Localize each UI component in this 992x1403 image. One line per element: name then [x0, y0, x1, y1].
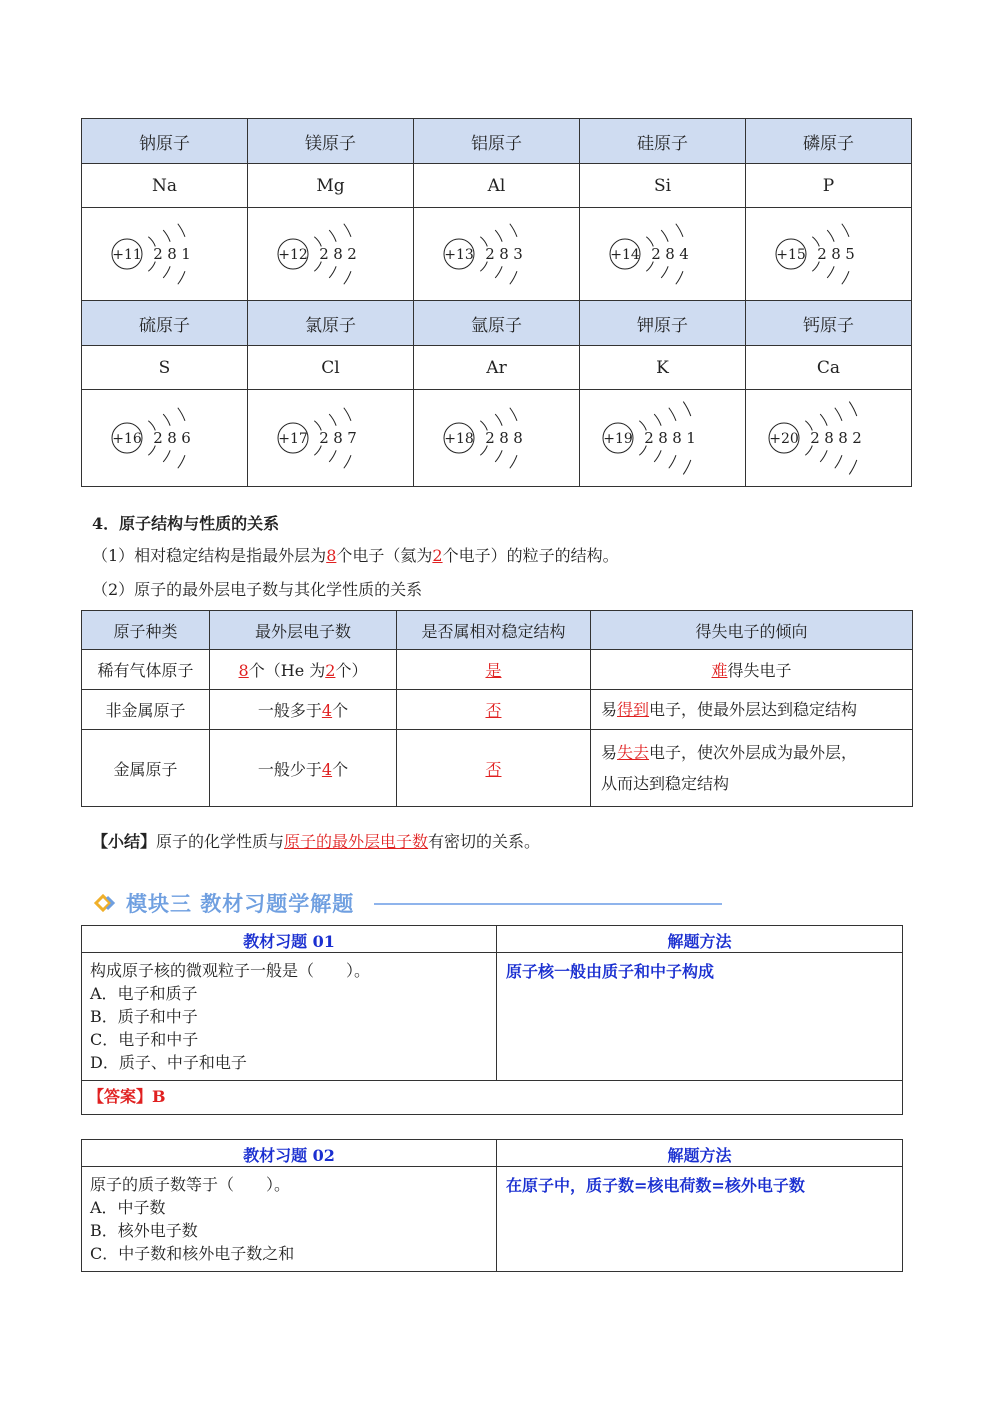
atom-structure-diagram	[256, 395, 406, 481]
shell-electron-count: 8	[671, 429, 682, 447]
exercise-body-row	[82, 1167, 903, 1272]
text-segment: 易	[601, 700, 618, 719]
electron-shell-arc	[329, 230, 336, 242]
option: C．中子数和核外电子数之和	[90, 1244, 295, 1263]
nuclear-charge-label: +20	[768, 431, 799, 447]
atom-diagram-cell	[248, 208, 414, 301]
electron-shell-arc	[661, 266, 668, 278]
shell-electron-count: 8	[166, 429, 177, 447]
atom-type-cell: 稀有气体原子	[82, 650, 210, 690]
tendency-cell	[591, 730, 913, 807]
atom-symbol-cell: Ar	[414, 346, 580, 390]
answer-cell	[82, 1081, 903, 1115]
column-header: 最外层电子数	[210, 611, 397, 650]
answer-blank: 2	[325, 661, 336, 680]
shell-electron-count: 8	[823, 429, 834, 447]
text-segment: 得失电子	[727, 661, 792, 680]
atom-structure-diagram	[754, 395, 904, 481]
atom-structure-diagram	[90, 214, 240, 294]
electron-shell-arc	[343, 455, 350, 468]
shell-electron-count: 4	[678, 245, 689, 263]
method-title: 解题方法	[497, 1140, 903, 1167]
electron-shell-arc	[177, 455, 184, 468]
nuclear-charge-label: +17	[277, 431, 308, 447]
electron-shell-arc	[343, 408, 350, 421]
nuclear-charge-label: +16	[111, 431, 142, 447]
atom-symbol-cell: S	[82, 346, 248, 390]
tendency-cell	[591, 650, 913, 690]
atom-diagram-cell	[746, 208, 912, 301]
electron-shell-arc	[343, 271, 350, 284]
atom-symbol-cell: K	[580, 346, 746, 390]
shell-electron-count: 6	[180, 429, 191, 447]
table-row	[82, 730, 913, 807]
electron-shell-arc	[329, 414, 336, 426]
shell-electron-count: 8	[498, 429, 509, 447]
atom-name-cell: 铝原子	[414, 119, 580, 164]
text-segment: 一般多于	[257, 701, 322, 720]
atom-structure-diagram	[588, 395, 738, 481]
answer-blank: 得到	[617, 700, 650, 719]
atom-structure-diagram	[588, 214, 738, 294]
summary-label: 【小结】	[92, 832, 157, 851]
electron-shell-arc	[343, 224, 350, 237]
shell-electron-count: 2	[484, 245, 495, 263]
atom-diagram-row-2	[82, 390, 912, 487]
text-segment: 一般少于	[257, 759, 322, 779]
option: B．核外电子数	[90, 1221, 198, 1240]
electron-shell-arc	[683, 460, 691, 475]
text-segment: 电子，使最外层达到稳定结构	[649, 700, 858, 719]
question-cell	[82, 953, 497, 1081]
relation-intro: （2）原子的最外层电子数与其化学性质的关系	[92, 580, 423, 599]
shell-electron-count: 8	[166, 245, 177, 263]
column-header: 得失电子的倾向	[591, 611, 913, 650]
text-segment: 易	[601, 743, 618, 762]
question-text: 构成原子核的微观粒子一般是（ ）。	[90, 961, 371, 980]
shell-electron-count: 2	[318, 429, 329, 447]
atom-name-cell: 镁原子	[248, 119, 414, 164]
answer-blank: 难	[711, 661, 728, 680]
atom-name-cell: 钾原子	[580, 301, 746, 346]
section-heading: 4．原子结构与性质的关系	[92, 514, 280, 533]
answer-blank: 4	[321, 701, 333, 720]
answer-blank: 8	[326, 546, 337, 565]
electron-count-cell	[210, 650, 397, 690]
electron-shell-arc	[820, 414, 827, 426]
electron-shell-arc	[654, 414, 661, 426]
shell-electron-count: 1	[685, 429, 696, 447]
divider	[374, 903, 722, 905]
atom-structure-diagram	[754, 214, 904, 294]
shell-electron-count: 2	[152, 245, 163, 263]
electron-shell-arc	[329, 266, 336, 278]
shell-electron-count: 8	[498, 245, 509, 263]
electron-shell-arc	[509, 408, 516, 421]
option: B．质子和中子	[90, 1007, 198, 1026]
electron-shell-arc	[509, 271, 516, 284]
option: D．质子、中子和电子	[90, 1053, 247, 1072]
column-header: 原子种类	[82, 611, 210, 650]
stability-cell	[397, 690, 591, 730]
atom-diagram-row-1	[82, 208, 912, 301]
electron-shell-arc	[329, 450, 336, 462]
atom-name-cell: 氯原子	[248, 301, 414, 346]
atom-diagram-cell	[414, 390, 580, 487]
shell-electron-count: 2	[152, 429, 163, 447]
nuclear-charge-label: +19	[602, 431, 633, 447]
table-row	[82, 650, 913, 690]
atom-structure-diagram	[90, 395, 240, 481]
atom-diagram-cell	[746, 390, 912, 487]
electron-shell-arc	[849, 402, 857, 417]
exercise-table	[81, 925, 903, 1115]
atom-symbol-cell: Si	[580, 164, 746, 208]
property-table	[81, 610, 913, 807]
electron-shell-arc	[834, 408, 841, 421]
exercise-header-row	[82, 1140, 903, 1167]
tendency-cell	[591, 690, 913, 730]
exercise-title: 教材习题 02	[82, 1140, 497, 1167]
atom-symbol-cell: Mg	[248, 164, 414, 208]
shell-electron-count: 8	[512, 429, 523, 447]
text-segment: 原子的化学性质与	[156, 832, 285, 851]
answer-blank: 是	[485, 661, 502, 680]
atom-name-cell: 磷原子	[746, 119, 912, 164]
electron-shell-arc	[834, 455, 841, 468]
atom-structure-diagram	[256, 214, 406, 294]
atom-diagram-cell	[580, 390, 746, 487]
answer-blank: 2	[432, 546, 443, 565]
electron-shell-arc	[820, 450, 827, 462]
exercise-title: 教材习题 01	[82, 926, 497, 953]
text-segment: 有密切的关系。	[428, 832, 541, 851]
question-text: 原子的质子数等于（ ）。	[90, 1175, 291, 1194]
atom-structure-diagram	[422, 214, 572, 294]
text-segment: 个电子（氦为	[336, 546, 433, 565]
shell-electron-count: 8	[830, 245, 841, 263]
text-segment: 个电子）的粒子的结构。	[442, 546, 619, 565]
electron-shell-arc	[177, 408, 184, 421]
atom-name-cell: 氩原子	[414, 301, 580, 346]
diamond-chevron-icon	[92, 888, 122, 918]
shell-electron-count: 8	[332, 245, 343, 263]
shell-electron-count: 8	[332, 429, 343, 447]
text-segment: （1）相对稳定结构是指最外层为	[92, 546, 327, 565]
electron-shell-arc	[654, 450, 661, 462]
atom-diagram-cell	[414, 208, 580, 301]
question-cell	[82, 1167, 497, 1272]
electron-shell-arc	[849, 460, 857, 475]
atom-diagram-cell	[248, 390, 414, 487]
answer-label: 【答案】	[88, 1087, 153, 1106]
method-title: 解题方法	[497, 926, 903, 953]
nuclear-charge-label: +11	[111, 247, 142, 263]
atom-symbol-cell: Ca	[746, 346, 912, 390]
atom-name-row-1	[82, 119, 912, 164]
atom-symbol-row-1	[82, 164, 912, 208]
electron-shell-arc	[827, 230, 834, 242]
summary	[92, 829, 540, 852]
electron-count-cell	[210, 730, 397, 807]
exercise-table	[81, 1139, 903, 1272]
electron-shell-arc	[675, 224, 682, 237]
column-header: 是否属相对稳定结构	[397, 611, 591, 650]
electron-shell-arc	[495, 414, 502, 426]
answer-blank: 8	[238, 661, 249, 680]
stable-structure-definition	[92, 543, 619, 566]
electron-shell-arc	[827, 266, 834, 278]
electron-shell-arc	[668, 455, 675, 468]
answer-blank: 4	[321, 759, 333, 779]
atom-symbol-cell: Na	[82, 164, 248, 208]
atom-name-row-2	[82, 301, 912, 346]
atom-structure-table	[81, 118, 912, 487]
shell-electron-count: 2	[650, 245, 661, 263]
answer-blank: 否	[485, 759, 502, 779]
electron-count-cell	[210, 690, 397, 730]
text-segment: 个	[332, 759, 349, 779]
shell-electron-count: 8	[657, 429, 668, 447]
shell-electron-count: 2	[809, 429, 820, 447]
shell-electron-count: 8	[664, 245, 675, 263]
atom-diagram-cell	[580, 208, 746, 301]
option: A．中子数	[90, 1198, 166, 1217]
electron-shell-arc	[495, 266, 502, 278]
exercise-body-row	[82, 953, 903, 1081]
electron-shell-arc	[163, 230, 170, 242]
electron-shell-arc	[675, 271, 682, 284]
text-segment: 个	[332, 701, 349, 720]
electron-shell-arc	[841, 271, 848, 284]
atom-type-cell: 非金属原子	[82, 690, 210, 730]
electron-shell-arc	[177, 271, 184, 284]
option: C．电子和中子	[90, 1030, 199, 1049]
electron-shell-arc	[163, 414, 170, 426]
electron-shell-arc	[661, 230, 668, 242]
table-header-row	[82, 611, 913, 650]
method-text: 原子核一般由质子和中子构成	[497, 953, 903, 1081]
nuclear-charge-label: +12	[277, 247, 308, 263]
atom-type-cell: 金属原子	[82, 730, 210, 807]
electron-shell-arc	[495, 230, 502, 242]
electron-shell-arc	[177, 224, 184, 237]
exercise-header-row	[82, 926, 903, 953]
shell-electron-count: 2	[346, 245, 357, 263]
shell-electron-count: 2	[318, 245, 329, 263]
electron-shell-arc	[163, 450, 170, 462]
electron-shell-arc	[509, 455, 516, 468]
electron-shell-arc	[683, 402, 691, 417]
atom-symbol-row-2	[82, 346, 912, 390]
atom-structure-diagram	[422, 395, 572, 481]
shell-electron-count: 7	[346, 429, 357, 447]
electron-shell-arc	[509, 224, 516, 237]
shell-electron-count: 3	[512, 245, 523, 263]
text-segment: 电子，使次外层成为最外层，	[649, 743, 858, 762]
atom-name-cell: 硫原子	[82, 301, 248, 346]
shell-electron-count: 2	[484, 429, 495, 447]
text-segment: 个（He 为	[248, 661, 326, 680]
nuclear-charge-label: +18	[443, 431, 474, 447]
table-row	[82, 690, 913, 730]
answer-row	[82, 1081, 903, 1115]
shell-electron-count: 1	[180, 245, 191, 263]
atom-name-cell: 钠原子	[82, 119, 248, 164]
module-header	[92, 888, 722, 918]
atom-diagram-cell	[82, 390, 248, 487]
answer-blank: 原子的最外层电子数	[284, 832, 429, 851]
nuclear-charge-label: +15	[775, 247, 806, 263]
atom-symbol-cell: Cl	[248, 346, 414, 390]
electron-shell-arc	[495, 450, 502, 462]
module-title: 模块三 教材习题学解题	[126, 892, 355, 916]
text-segment: 从而达到稳定结构	[601, 774, 730, 793]
electron-shell-arc	[668, 408, 675, 421]
shell-electron-count: 5	[844, 245, 855, 263]
nuclear-charge-label: +14	[609, 247, 640, 263]
answer-blank: 否	[485, 701, 502, 720]
method-text: 在原子中，质子数=核电荷数=核外电子数	[497, 1167, 903, 1272]
answer-value: B	[152, 1087, 166, 1106]
stability-cell	[397, 650, 591, 690]
electron-shell-arc	[163, 266, 170, 278]
atom-symbol-cell: P	[746, 164, 912, 208]
atom-name-cell: 钙原子	[746, 301, 912, 346]
nuclear-charge-label: +13	[443, 247, 474, 263]
text-segment: 个）	[335, 661, 368, 680]
shell-electron-count: 8	[837, 429, 848, 447]
shell-electron-count: 2	[851, 429, 862, 447]
answer-blank: 失去	[617, 743, 650, 762]
electron-shell-arc	[841, 224, 848, 237]
option: A．电子和质子	[90, 984, 198, 1003]
shell-electron-count: 2	[816, 245, 827, 263]
stability-cell	[397, 730, 591, 807]
atom-name-cell: 硅原子	[580, 119, 746, 164]
shell-electron-count: 2	[643, 429, 654, 447]
atom-symbol-cell: Al	[414, 164, 580, 208]
atom-diagram-cell	[82, 208, 248, 301]
